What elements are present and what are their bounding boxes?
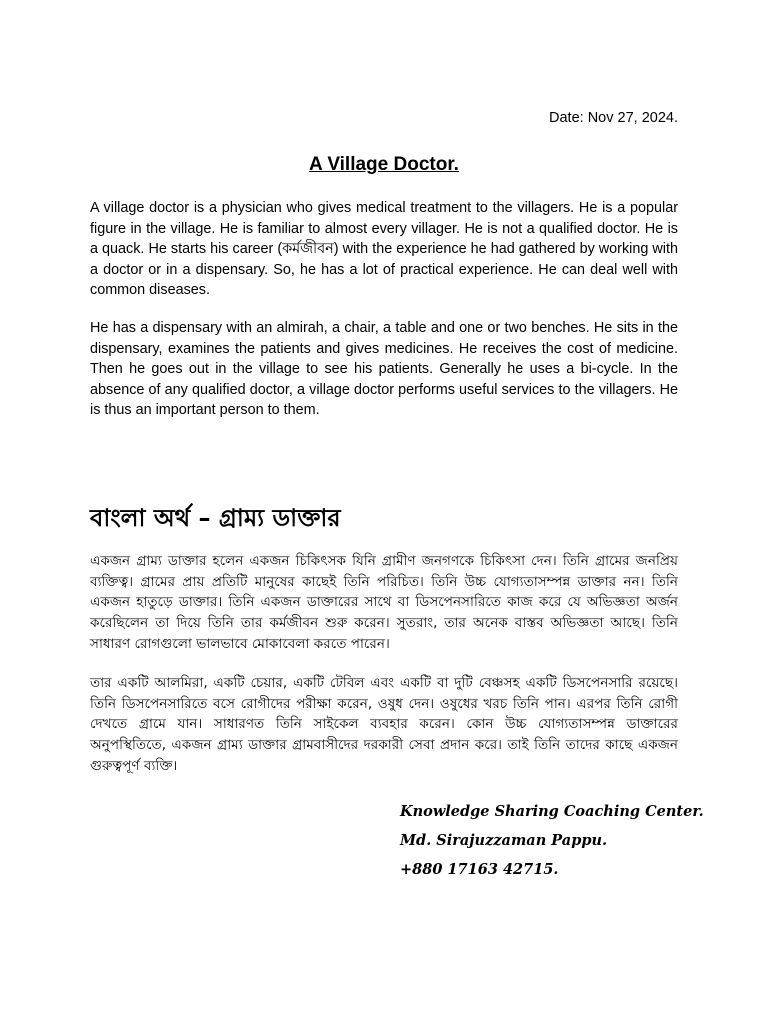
document-title: A Village Doctor. (309, 154, 459, 175)
signature-name: Md. Sirajuzzaman Pappu. (400, 832, 608, 849)
signature-phone: +880 17163 42715. (400, 861, 559, 878)
signature-block (400, 797, 704, 884)
english-paragraph-1: A village doctor is a physician who gives medical treatment to the villagers. He is a popular figure in the village. He is familiar to almost every villager. He is not a qualified doctor. He is a quack. He starts his career (কর্মজীবন) with the experience he had gathered by working with a doctor or in a dispensary. So, he has a lot of practical experience. He can deal well with common diseases. (90, 200, 678, 299)
bangla-paragraph-2: তার একটি আলমিরা, একটি চেয়ার, একটি টেবিল এবং একটি বা দুটি বেঞ্চসহ একটি ডিসপেনসারি রয়েছে। তিনি ডিসপেনসারিতে বসে রোগীদের পরীক্ষা করেন, ওষুধ দেন। ওষুধের খরচ তিনি পান। এরপর তিনি রোগী দেখতে গ্রামে যান। সাধারণত তিনি সাইকেল ব্যবহার করেন। কোন উচ্চ যোগ্যতাসম্পন্ন ডাক্তারের অনুপস্থিতিতে, একজন গ্রাম্য ডাক্তার গ্রামবাসীদের দরকারী সেবা প্রদান করে। তাই তিনি তাদের কাছে একজন গুরুত্বপূর্ণ ব্যক্তি। (90, 675, 678, 774)
bangla-paragraph-1: একজন গ্রাম্য ডাক্তার হলেন একজন চিকিৎসক যিনি গ্রামীণ জনগণকে চিকিৎসা দেন। তিনি গ্রামের জনপ্রিয় ব্যক্তিত্ব। গ্রামের প্রায় প্রতিটি মানুষের কাছেই তিনি পরিচিত। তিনি উচ্চ যোগ্যতাসম্পন্ন ডাক্তার নন। তিনি একজন হাতুড়ে ডাক্তার। তিনি একজন ডাক্তারের সাথে বা ডিসপেনসারিতে কাজ করে যে অভিজ্ঞতা অর্জন করেছিলেন তা দিয়ে তিনি তার কর্মজীবন শুরু করেন। সুতরাং, তার অনেক বাস্তব অভিজ্ঞতা আছে। তিনি সাধারণ রোগগুলো ভালভাবে মোকাবেলা করতে পারেন। (90, 553, 678, 652)
bangla-heading: বাংলা অর্থ – গ্রাম্য ডাক্তার (90, 504, 341, 532)
signature-organization: Knowledge Sharing Coaching Center. (400, 803, 704, 820)
english-paragraph-2: He has a dispensary with an almirah, a chair, a table and one or two benches. He sits in the dispensary, examines the patients and gives medicines. He receives the cost of medicine. Then he goes out in the village to see his patients. Generally he uses a bi-cycle. In the absence of any qualified doctor, a village doctor performs useful services to the villagers. He is thus an important person to them. (90, 320, 678, 419)
document-date: Date: Nov 27, 2024. (549, 110, 678, 126)
